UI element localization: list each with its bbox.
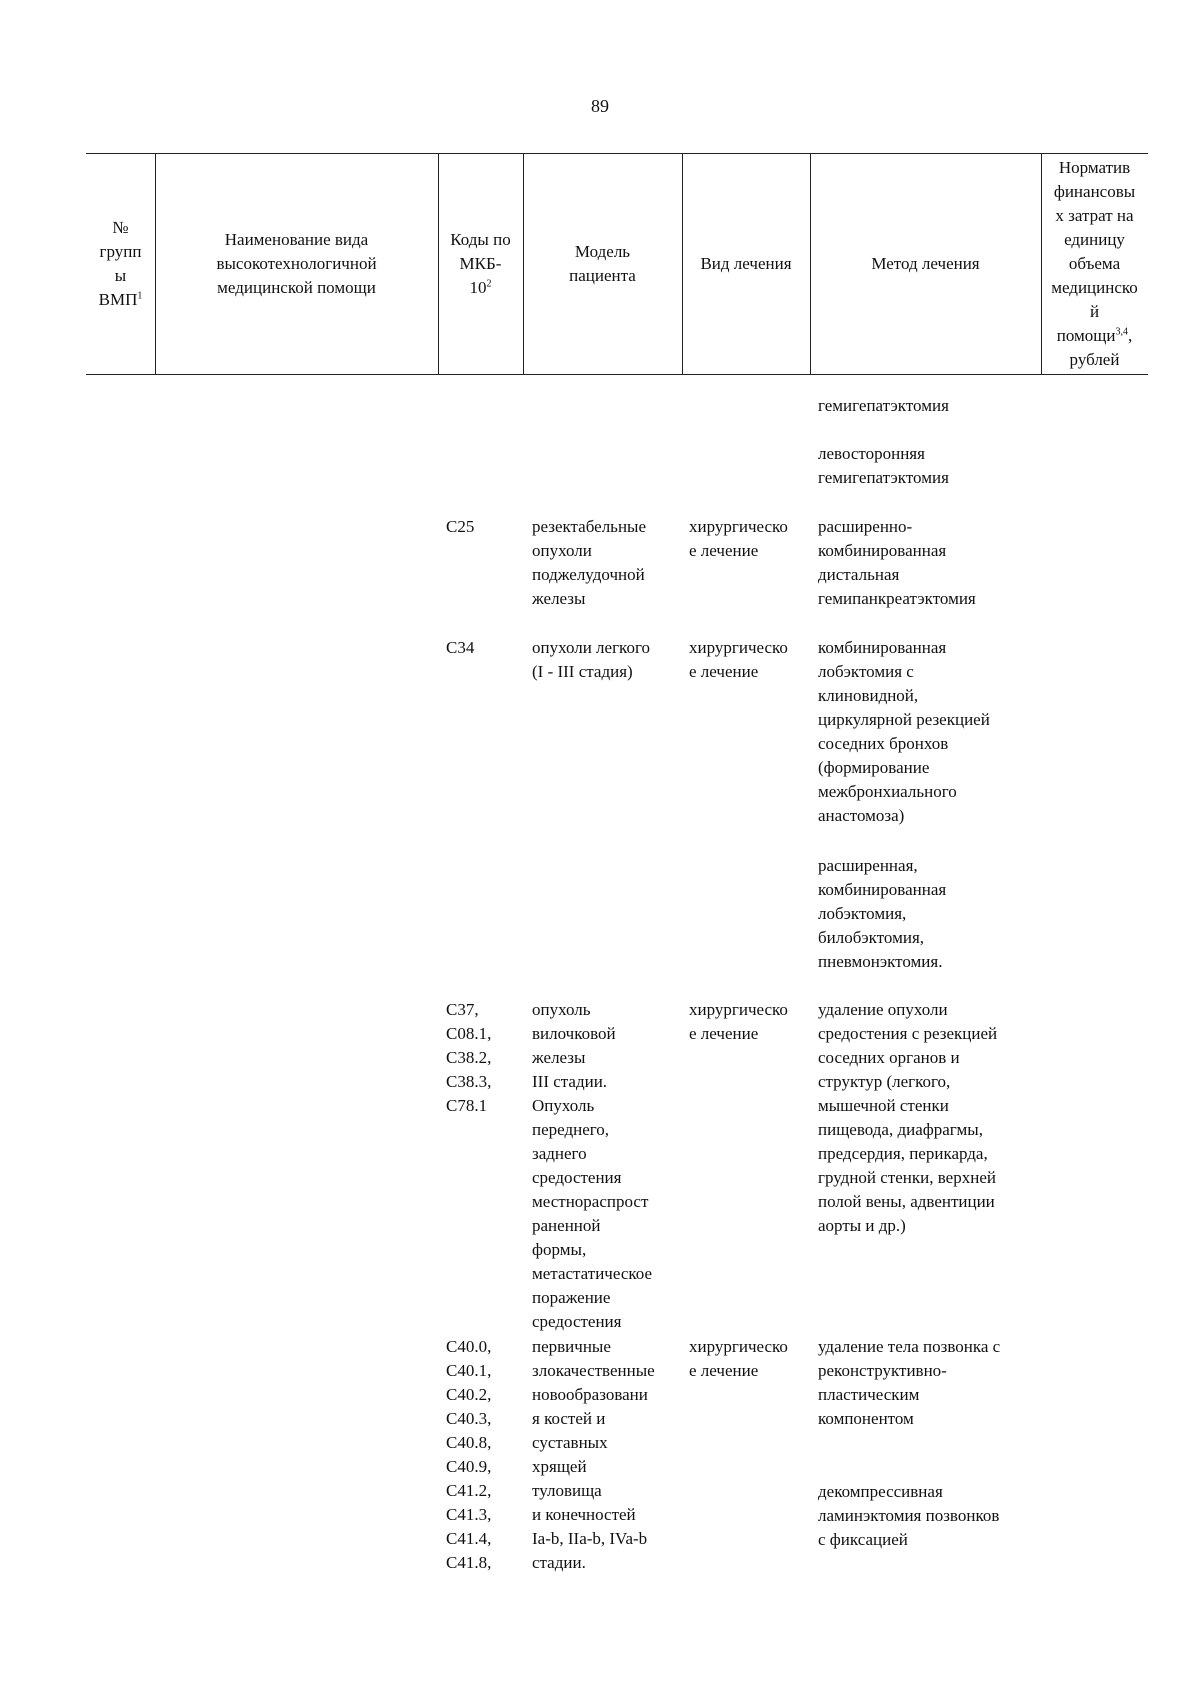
header-treatment-type: Вид лечения	[700, 254, 792, 273]
row-7-method: декомпрессивная ламинэктомия позвонков с фиксацией	[818, 1482, 1000, 1549]
header-financial-norm-text: Норматив финансовы х затрат на единицу объема медицинско й помощи	[1051, 158, 1138, 345]
row-2-treatment: хирургическо е лечение	[689, 517, 788, 560]
footnote-ref-3-4: 3,4	[1115, 326, 1128, 338]
row-0-method: гемигепатэктомия	[818, 396, 949, 415]
row-6-method: удаление тела позвонка с реконструктивно- пластическим компонентом	[818, 1337, 1001, 1428]
row-5-method: удаление опухоли средостения с резекцией соседних органов и структур (легкого, мышечной стенки пищевода, диафрагмы, предсердия, перикарда, грудной стенки, верхней полой вены, адвентиции аорты и др.)	[818, 1000, 998, 1235]
header-group-number-line1: №	[112, 218, 129, 237]
row-5-treatment: хирургическо е лечение	[689, 1000, 788, 1043]
header-patient-model: Модель пациента	[569, 242, 636, 285]
header-icd-codes	[438, 154, 523, 374]
row-5-model: опухоль вилочковой железы III стадии. Опухоль переднего, заднего средостения местнораспрост раненной формы, метастатическое поражение средостения	[532, 1000, 653, 1331]
row-1-method: левосторонняя гемигепатэктомия	[818, 444, 949, 487]
row-6-model: первичные злокачественные новообразовани я костей и суставных хрящей туловища и конечностей Ia-b, IIa-b, IVa-b стадии.	[532, 1337, 655, 1572]
row-6-treatment: хирургическо е лечение	[689, 1337, 788, 1380]
header-financial-norm	[1041, 154, 1148, 374]
footnote-ref-2: 2	[486, 278, 492, 290]
header-care-type: Наименование вида высокотехнологичной медицинской помощи	[216, 230, 377, 297]
row-5-codes: C37, C08.1, C38.2, C38.3, C78.1	[446, 1000, 492, 1115]
header-group-number	[86, 154, 155, 374]
header-treatment-method: Метод лечения	[871, 254, 980, 273]
header-group-number-line4: ВМП	[98, 290, 138, 309]
header-group-number-line2: групп	[99, 242, 142, 261]
row-3-codes: C34	[446, 638, 475, 657]
page-number: 89	[591, 96, 609, 116]
row-3-method: комбинированная лобэктомия с клиновидной, циркулярной резекцией соседних бронхов (формирование межбронхиального анастомоза)	[818, 638, 990, 825]
row-3-model: опухоли легкого (I - III стадия)	[532, 638, 651, 681]
row-4-method: расширенная, комбинированная лобэктомия, билобэктомия, пневмонэктомия.	[818, 856, 947, 971]
header-icd-codes-text: Коды по МКБ- 10	[450, 230, 511, 297]
row-3-treatment: хирургическо е лечение	[689, 638, 788, 681]
footnote-ref-1: 1	[137, 290, 143, 302]
row-2-codes: C25	[446, 517, 475, 536]
table-header	[86, 153, 1148, 375]
row-2-method: расширенно- комбинированная дистальная гемипанкреатэктомия	[818, 517, 976, 608]
header-group-number-line3: ы	[114, 266, 127, 285]
header-financial-norm-tail: , рублей	[1069, 326, 1133, 369]
row-2-model: резектабельные опухоли поджелудочной железы	[532, 517, 647, 608]
row-6-codes: C40.0, C40.1, C40.2, C40.3, C40.8, C40.9, C41.2, C41.3, C41.4, C41.8,	[446, 1337, 492, 1572]
